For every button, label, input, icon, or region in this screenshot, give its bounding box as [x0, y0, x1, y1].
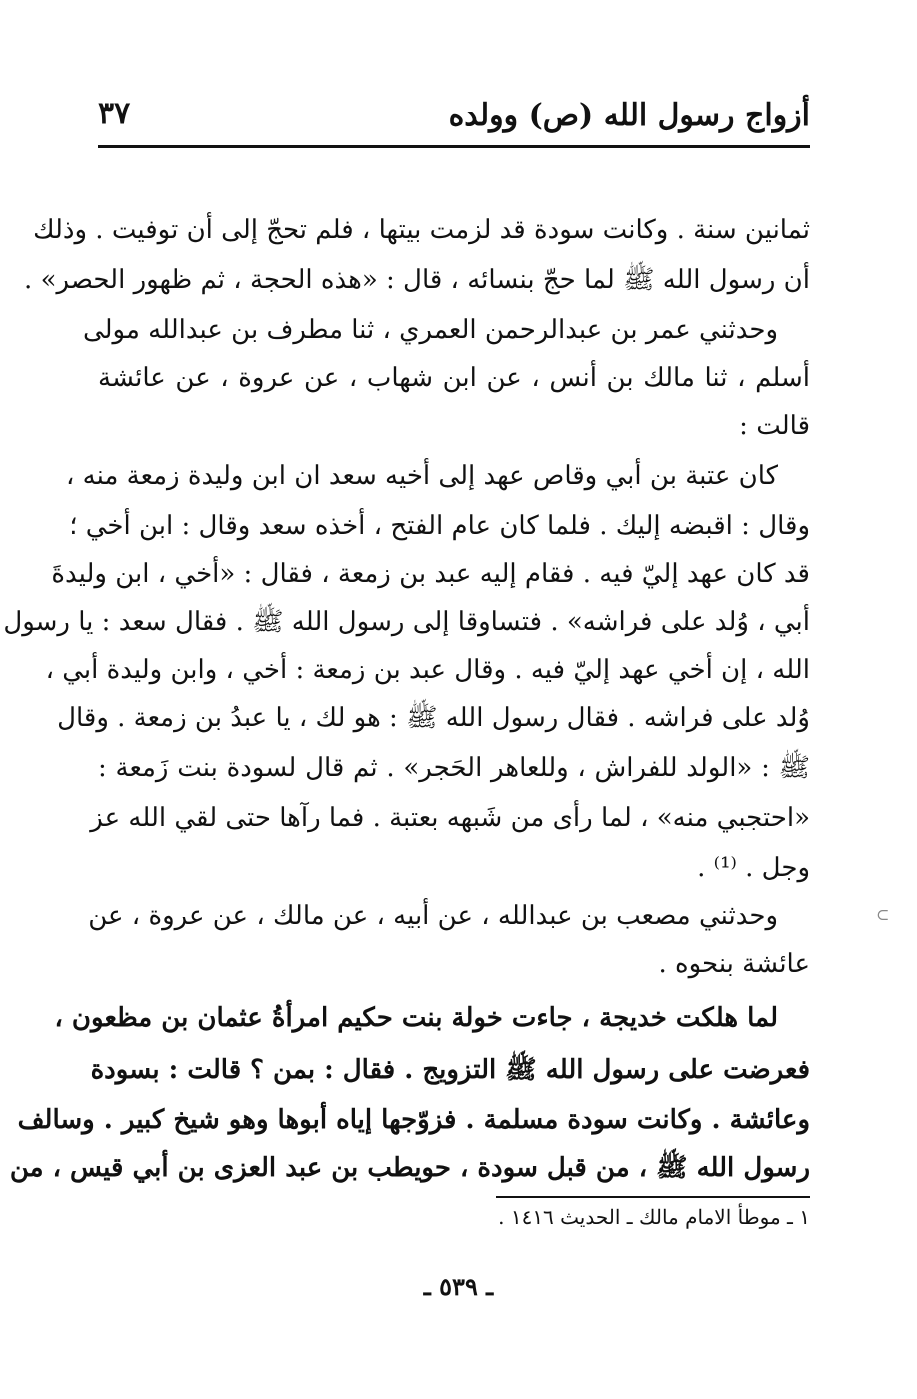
text-line: عائشة بنحوه . — [658, 949, 810, 979]
text-line: ﷺ : «الولد للفراش ، وللعاهر الحَجر» . ثم قال لسودة بنت زَمعة : — [98, 753, 810, 783]
text-line: قالت : — [739, 411, 810, 441]
text-line: رسول الله ﷺ ، من قبل سودة ، حويطب بن عبد العزى بن أبي قيس ، من — [9, 1153, 810, 1183]
text-line: فعرضت على رسول الله ﷺ التزويج . فقال : بمن ؟ قالت : بسودة — [90, 1055, 810, 1085]
text-line: وعائشة . وكانت سودة مسلمة . فزوّجها إياه أبوها وهو شيخ كبير . وسالف — [17, 1105, 810, 1135]
header-page-number: ٣٧ — [98, 96, 131, 131]
text-line: وقال : اقبضه إليك . فلما كان عام الفتح ، أخذه سعد وقال : ابن أخي ؛ — [69, 511, 810, 541]
text-line: لما هلكت خديجة ، جاءت خولة بنت حكيم امرأةُ عثمان بن مظعون ، — [54, 1003, 778, 1033]
text-line: الله ، إن أخي عهد إليّ فيه . وقال عبد بن زمعة : أخي ، وابن وليدة أبي ، — [45, 655, 810, 685]
header-rule — [98, 145, 810, 148]
footnote: ١ ـ موطأ الامام مالك ـ الحديث ١٤١٦ . — [498, 1205, 810, 1229]
text-line: أن رسول الله ﷺ لما حجّ بنسائه ، قال : «هذه الحجة ، ثم ظهور الحصر» . — [24, 265, 810, 295]
text-line: «احتجبي منه» ، لما رأى من شَبهه بعتبة . فما رآها حتى لقي الله عز — [90, 803, 810, 833]
running-header — [98, 96, 810, 140]
text-line: قد كان عهد إليّ فيه . فقام إليه عبد بن زمعة ، فقال : «أخي ، ابن وليدةَ — [51, 559, 810, 589]
text-line: وحدثني عمر بن عبدالرحمن العمري ، ثنا مطرف بن عبدالله مولى — [82, 315, 778, 345]
text-line: وُلد على فراشه . فقال رسول الله ﷺ : هو لك ، يا عبدُ بن زمعة . وقال — [57, 703, 810, 733]
text-line: وحدثني مصعب بن عبدالله ، عن أبيه ، عن مالك ، عن عروة ، عن — [88, 901, 778, 931]
footnote-rule — [496, 1196, 810, 1198]
page-folio: ـ ٥٣٩ ـ — [423, 1272, 494, 1301]
scan-mark: ⊂ — [876, 905, 890, 924]
text-line: كان عتبة بن أبي وقاص عهد إلى أخيه سعد ان ابن وليدة زمعة منه ، — [66, 461, 778, 491]
text-line: أبي ، وُلد على فراشه» . فتساوقا إلى رسول الله ﷺ . فقال سعد : يا رسول — [3, 607, 810, 637]
text-line: ثمانين سنة . وكانت سودة قد لزمت بيتها ، فلم تحجّ إلى أن توفيت . وذلك — [33, 215, 810, 245]
text-line: أسلم ، ثنا مالك بن أنس ، عن ابن شهاب ، عن عروة ، عن عائشة — [98, 363, 810, 393]
chapter-title: أزواج رسول الله (ص) وولده — [448, 98, 810, 133]
text-line: وجل . ⁽¹⁾ . — [697, 853, 810, 883]
